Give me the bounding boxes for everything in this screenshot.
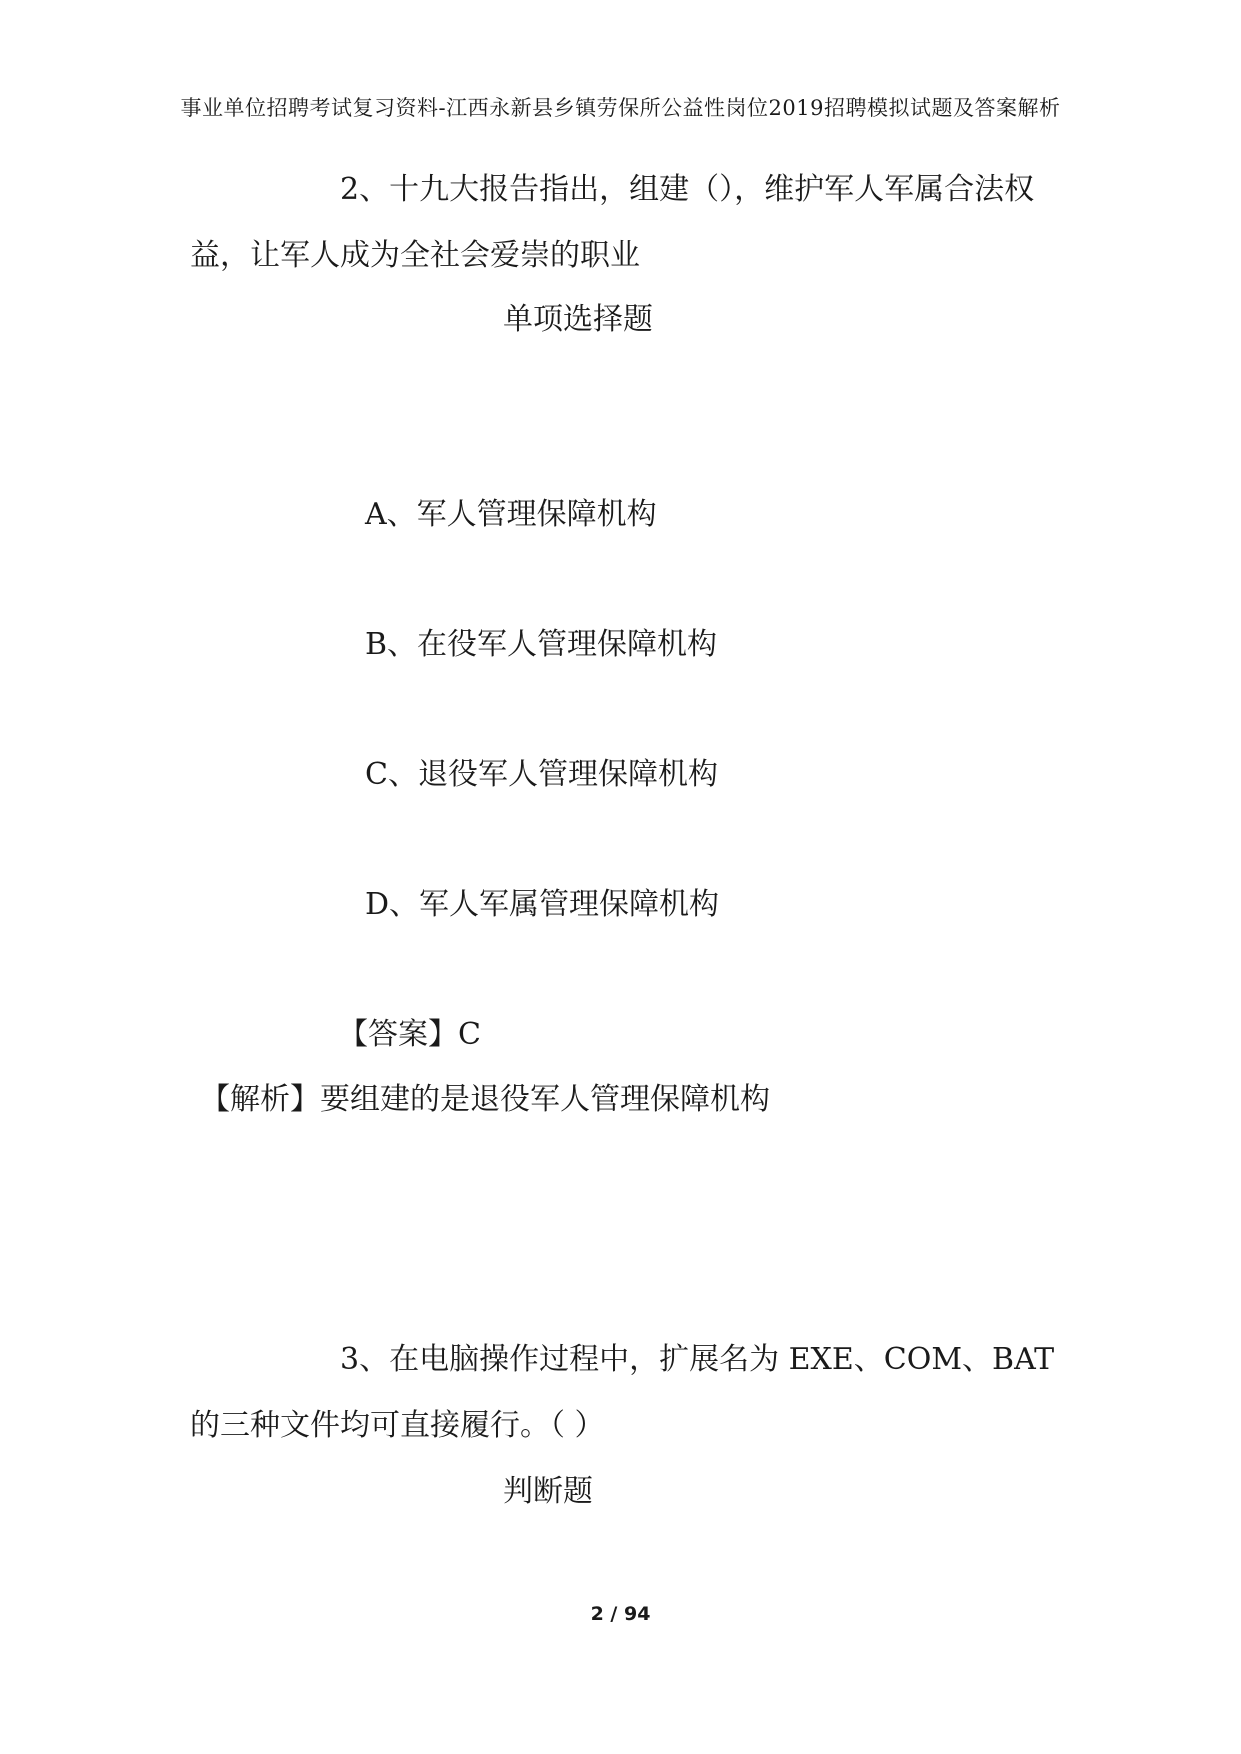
question-3-stem-line-1: 3、在电脑操作过程中，扩展名为 EXE、COM、BAT	[340, 1342, 1055, 1377]
question-2-option-d: D、军人军属管理保障机构	[365, 887, 720, 922]
question-2-answer: 【答案】C	[338, 1017, 481, 1052]
question-2-option-a: A、军人管理保障机构	[365, 497, 657, 532]
page-header: 事业单位招聘考试复习资料-江西永新县乡镇劳保所公益性岗位2019招聘模拟试题及答案解析	[180, 96, 1061, 120]
question-3-stem-line-2: 的三种文件均可直接履行。（ ）	[190, 1408, 605, 1443]
question-2-option-b: B、在役军人管理保障机构	[365, 627, 718, 662]
question-2-type: 单项选择题	[503, 302, 653, 337]
question-2-analysis: 【解析】要组建的是退役军人管理保障机构	[200, 1082, 770, 1117]
page-number: 2 / 94	[590, 1603, 651, 1625]
question-3-type: 判断题	[503, 1474, 593, 1509]
question-2-option-c: C、退役军人管理保障机构	[365, 757, 718, 792]
question-2-stem-line-2: 益，让军人成为全社会爱崇的职业	[190, 238, 640, 273]
question-2-stem-line-1: 2、十九大报告指出，组建（），维护军人军属合法权	[340, 172, 1035, 207]
